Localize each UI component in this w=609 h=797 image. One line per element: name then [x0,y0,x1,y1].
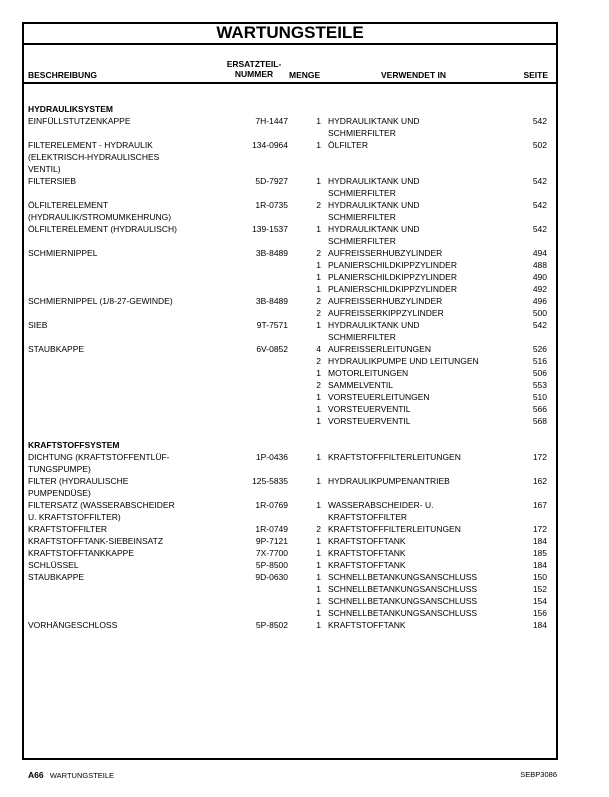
column-header-part-number [222,59,286,79]
part-quantity: 1 [316,176,321,186]
part-quantity: 4 [316,344,321,354]
part-description: U. KRAFTSTOFFILTER) [28,512,121,522]
part-entry [28,175,550,199]
part-quantity: 1 [316,404,321,414]
part-description: VORHÄNGESCHLOSS [28,620,118,630]
reference-page: 542 [532,224,547,234]
entry-line [28,295,550,307]
part-number: 9D-0630 [255,572,288,582]
part-number: 1R-0735 [255,200,288,210]
entry-line [28,595,550,607]
part-quantity: 1 [316,560,321,570]
entry-line [28,379,550,391]
header-divider [22,82,558,84]
entry-line [28,283,550,295]
used-in: KRAFTSTOFFFILTERLEITUNGEN [328,452,461,462]
part-entry [28,115,550,139]
entry-line [28,271,550,283]
part-number: 1R-0769 [255,500,288,510]
used-in: VORSTEUERVENTIL [328,416,411,426]
used-in: HYDRAULIKPUMPE UND LEITUNGEN [328,356,479,366]
used-in: AUFREISSERKIPPZYLINDER [328,308,444,318]
part-quantity: 2 [316,200,321,210]
footer-doc-code: SEBP3086 [520,770,557,779]
part-entry [28,451,550,475]
entry-line [28,139,550,151]
part-quantity: 1 [316,284,321,294]
reference-page: 542 [532,176,547,186]
part-number: 9T-7571 [256,320,288,330]
part-number: 7X-7700 [255,548,288,558]
reference-page: 150 [532,572,547,582]
part-number: 5P-8500 [255,560,288,570]
column-header-part-number-line1: ERSATZTEIL- [226,59,282,69]
part-entry [28,499,550,523]
part-quantity: 1 [316,140,321,150]
part-description: SCHMIERNIPPEL (1/8-27-GEWINDE) [28,296,173,306]
part-quantity: 1 [316,596,321,606]
entry-line [28,175,550,187]
entry-line [28,127,550,139]
part-quantity: 1 [316,452,321,462]
reference-page: 172 [532,524,547,534]
used-in: SCHMIERFILTER [328,212,396,222]
part-description: SIEB [28,320,48,330]
reference-page: 566 [532,404,547,414]
part-quantity: 1 [316,584,321,594]
reference-page: 156 [532,608,547,618]
used-in: VORSTEUERVENTIL [328,404,411,414]
reference-page: 502 [532,140,547,150]
reference-page: 185 [532,548,547,558]
reference-page: 154 [532,596,547,606]
used-in: SCHNELLBETANKUNGSANSCHLUSS [328,584,478,594]
entry-line [28,199,550,211]
part-quantity: 1 [316,572,321,582]
used-in: MOTORLEITUNGEN [328,368,409,378]
column-header-description: BESCHREIBUNG [28,70,97,80]
entry-line [28,403,550,415]
entry-line [28,367,550,379]
used-in: PLANIERSCHILDKIPPZYLINDER [328,260,457,270]
part-number: 1P-0436 [255,452,288,462]
column-header-page: SEITE [523,70,548,80]
used-in: HYDRAULIKTANK UND [328,176,420,186]
reference-page: 553 [532,380,547,390]
part-entry [28,139,550,175]
used-in: VORSTEUERLEITUNGEN [328,392,430,402]
used-in: SCHNELLBETANKUNGSANSCHLUSS [328,572,478,582]
part-number: 125-5835 [252,476,288,486]
used-in: HYDRAULIKTANK UND [328,116,420,126]
entry-line [28,115,550,127]
part-number: 5P-8502 [255,620,288,630]
used-in: KRAFTSTOFFILTER [328,512,408,522]
used-in: AUFREISSERHUBZYLINDER [328,248,443,258]
column-header-quantity: MENGE [289,70,321,80]
part-description: (ELEKTRISCH-HYDRAULISCHES [28,152,160,162]
reference-page: 506 [532,368,547,378]
entry-line [28,235,550,247]
footer-left [28,770,114,781]
part-entry [28,559,550,571]
used-in: AUFREISSERHUBZYLINDER [328,296,443,306]
part-quantity: 1 [316,500,321,510]
used-in: KRAFTSTOFFTANK [328,620,406,630]
part-description: STAUBKAPPE [28,572,85,582]
reference-page: 542 [532,200,547,210]
entry-line [28,187,550,199]
entry-line [28,487,550,499]
part-description: SCHLÜSSEL [28,560,79,570]
reference-page: 516 [532,356,547,366]
part-number: 5D-7927 [255,176,288,186]
column-header-used-in: VERWENDET IN [381,70,447,80]
part-quantity: 1 [316,368,321,378]
used-in: SCHMIERFILTER [328,188,396,198]
part-description: TUNGSPUMPE) [28,464,91,474]
reference-page: 492 [532,284,547,294]
entry-line [28,151,550,163]
reference-page: 152 [532,584,547,594]
part-entry [28,247,550,295]
footer-page-label: A66 [28,770,44,780]
used-in: SCHNELLBETANKUNGSANSCHLUSS [328,608,478,618]
entry-line [28,307,550,319]
reference-page: 167 [532,500,547,510]
part-number: 9P-7121 [255,536,288,546]
part-description: FILTERELEMENT - HYDRAULIK [28,140,153,150]
reference-page: 172 [532,452,547,462]
entry-line [28,247,550,259]
reference-page: 542 [532,116,547,126]
part-description: KRAFTSTOFFTANKKAPPE [28,548,134,558]
entry-line [28,583,550,595]
part-quantity: 2 [316,380,321,390]
part-quantity: 1 [316,608,321,618]
used-in: KRAFTSTOFFTANK [328,548,406,558]
reference-page: 494 [532,248,547,258]
part-quantity: 2 [316,296,321,306]
used-in: HYDRAULIKPUMPENANTRIEB [328,476,450,486]
entry-line [28,571,550,583]
part-quantity: 1 [316,272,321,282]
used-in: PLANIERSCHILDKIPPZYLINDER [328,284,457,294]
section-spacer [28,427,550,439]
entry-line [28,523,550,535]
entry-line [28,463,550,475]
reference-page: 184 [532,536,547,546]
part-entry [28,295,550,319]
part-entry [28,547,550,559]
part-entry [28,535,550,547]
entry-line [28,499,550,511]
part-description: PUMPENDÜSE) [28,488,91,498]
used-in: ÖLFILTER [328,140,368,150]
used-in: HYDRAULIKTANK UND [328,200,420,210]
entry-line [28,163,550,175]
part-quantity: 2 [316,524,321,534]
reference-page: 568 [532,416,547,426]
part-description: DICHTUNG (KRAFTSTOFFENTLÜF- [28,452,170,462]
entry-line [28,355,550,367]
reference-page: 526 [532,344,547,354]
section-title: HYDRAULIKSYSTEM [28,104,114,114]
part-description: FILTER (HYDRAULISCHE [28,476,129,486]
used-in: SCHMIERFILTER [328,128,396,138]
part-description: (HYDRAULIK/STROMUMKEHRUNG) [28,212,172,222]
part-quantity: 1 [316,620,321,630]
part-number: 134-0964 [252,140,288,150]
part-quantity: 1 [316,416,321,426]
entry-line [28,223,550,235]
reference-page: 184 [532,560,547,570]
part-quantity: 1 [316,536,321,546]
part-description: FILTERSIEB [28,176,77,186]
part-entry [28,199,550,223]
parts-list [28,103,550,631]
part-description: EINFÜLLSTUTZENKAPPE [28,116,131,126]
used-in: KRAFTSTOFFFILTERLEITUNGEN [328,524,461,534]
entry-line [28,415,550,427]
part-quantity: 2 [316,356,321,366]
entry-line [28,607,550,619]
used-in: KRAFTSTOFFTANK [328,536,406,546]
entry-line [28,343,550,355]
part-quantity: 1 [316,320,321,330]
part-number: 3B-8489 [255,248,288,258]
entry-line [28,619,550,631]
entry-line [28,391,550,403]
used-in: WASSERABSCHEIDER- U. [328,500,434,510]
reference-page: 488 [532,260,547,270]
part-description: VENTIL) [28,164,61,174]
entry-line [28,331,550,343]
part-quantity: 2 [316,248,321,258]
used-in: AUFREISSERLEITUNGEN [328,344,431,354]
reference-page: 510 [532,392,547,402]
used-in: HYDRAULIKTANK UND [328,224,420,234]
column-header-part-number-line2: NUMMER [234,69,274,79]
part-description: ÖLFILTERELEMENT [28,200,109,210]
part-number: 139-1537 [252,224,288,234]
part-number: 6V-0852 [256,344,288,354]
reference-page: 184 [532,620,547,630]
entry-line [28,511,550,523]
part-number: 7H-1447 [255,116,288,126]
reference-page: 162 [532,476,547,486]
title-divider [22,43,558,45]
part-quantity: 1 [316,116,321,126]
part-entry [28,223,550,247]
part-quantity: 1 [316,392,321,402]
entry-line [28,559,550,571]
part-description: SCHMIERNIPPEL [28,248,98,258]
entry-line [28,451,550,463]
part-entry [28,475,550,499]
used-in: SAMMELVENTIL [328,380,394,390]
part-entry [28,523,550,535]
part-entry [28,571,550,619]
used-in: SCHNELLBETANKUNGSANSCHLUSS [328,596,478,606]
entry-line [28,259,550,271]
part-number: 1R-0749 [255,524,288,534]
part-entry [28,619,550,631]
part-entry [28,343,550,427]
used-in: KRAFTSTOFFTANK [328,560,406,570]
part-quantity: 1 [316,476,321,486]
used-in: SCHMIERFILTER [328,332,396,342]
entry-line [28,535,550,547]
entry-line [28,319,550,331]
used-in: PLANIERSCHILDKIPPZYLINDER [328,272,457,282]
part-description: FILTERSATZ (WASSERABSCHEIDER [28,500,175,510]
used-in: SCHMIERFILTER [328,236,396,246]
reference-page: 500 [532,308,547,318]
part-description: STAUBKAPPE [28,344,85,354]
part-number: 3B-8489 [255,296,288,306]
part-description: KRAFTSTOFFTANK-SIEBEINSATZ [28,536,164,546]
part-description: KRAFTSTOFFILTER [28,524,108,534]
part-quantity: 1 [316,548,321,558]
part-description: ÖLFILTERELEMENT (HYDRAULISCH) [28,224,177,234]
footer-section: WARTUNGSTEILE [49,771,115,780]
entry-line [28,211,550,223]
reference-page: 496 [532,296,547,306]
reference-page: 542 [532,320,547,330]
part-quantity: 1 [316,260,321,270]
part-quantity: 2 [316,308,321,318]
page-title: WARTUNGSTEILE [216,23,364,42]
part-entry [28,319,550,343]
section-title: KRAFTSTOFFSYSTEM [28,440,120,450]
reference-page: 490 [532,272,547,282]
used-in: HYDRAULIKTANK UND [328,320,420,330]
part-quantity: 1 [316,224,321,234]
entry-line [28,475,550,487]
entry-line [28,547,550,559]
